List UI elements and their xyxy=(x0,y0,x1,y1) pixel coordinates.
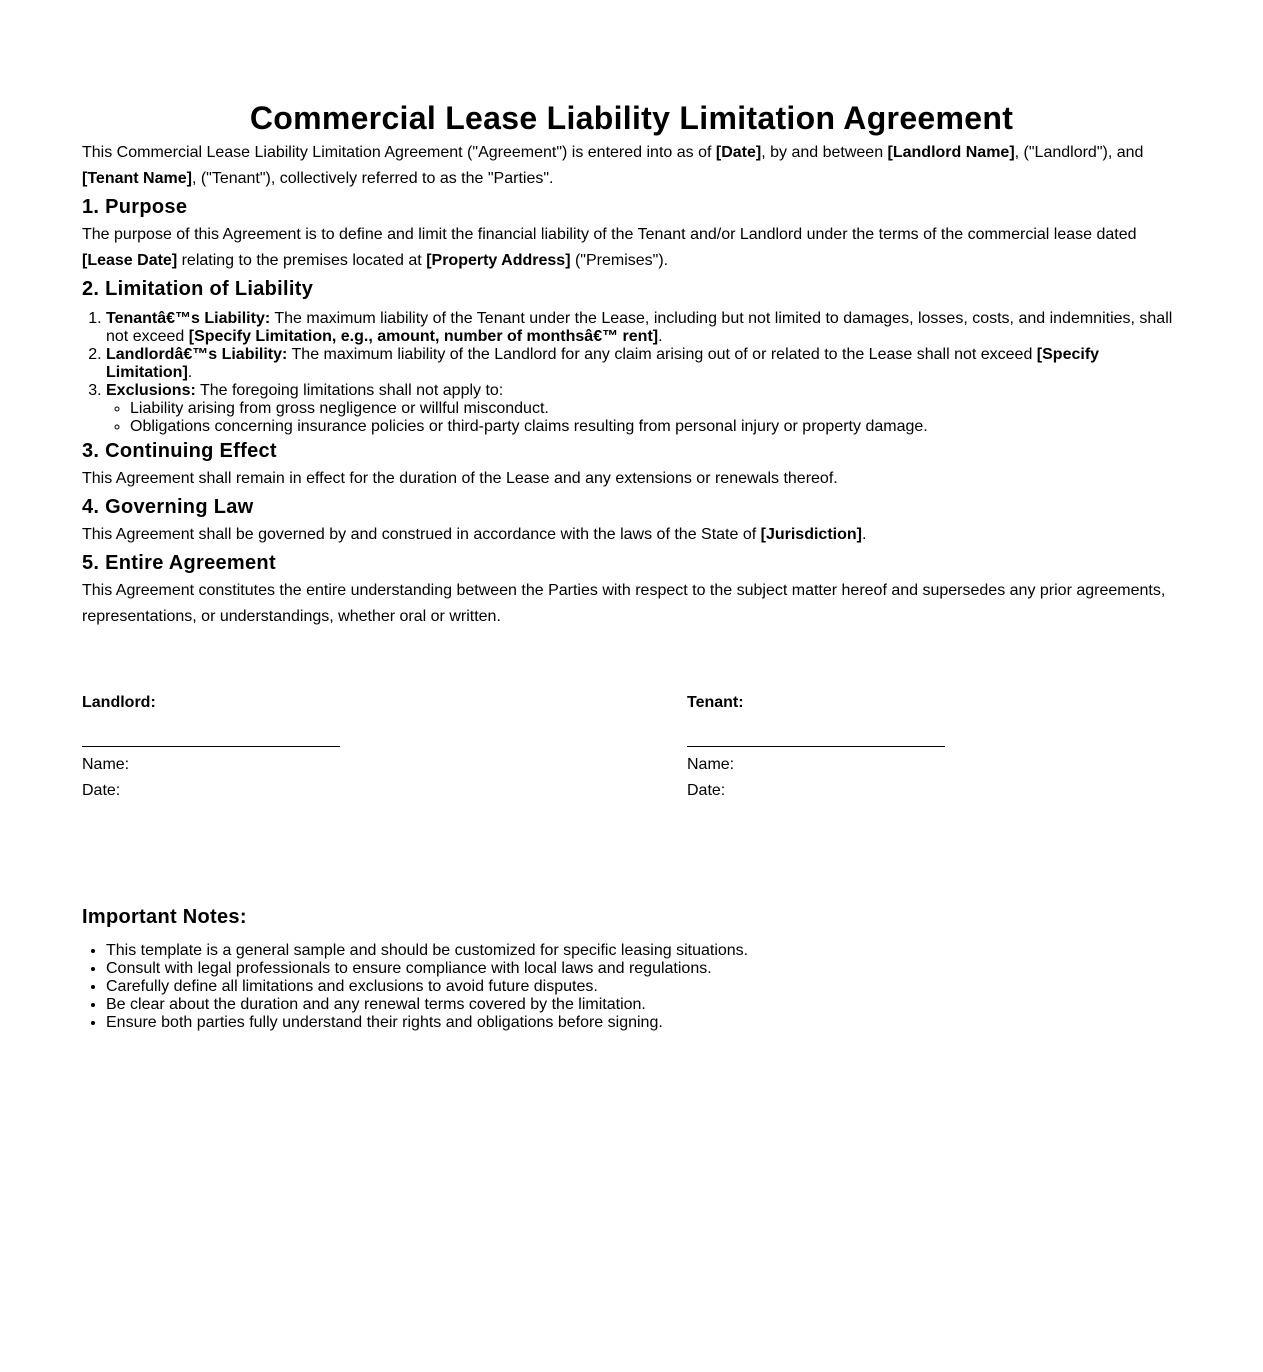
landlord-signature xyxy=(82,690,382,804)
governing-paragraph xyxy=(82,522,1181,548)
list-item: ◦ Obligations concerning insurance policies or third-party claims resulting from personal injury or property damage. xyxy=(130,418,1181,436)
purpose-paragraph xyxy=(82,222,1181,274)
tenant-date-field: Date: xyxy=(687,782,726,799)
list-item: • Consult with legal professionals to ensure compliance with local laws and regulations. xyxy=(106,960,1181,978)
tenant-signature-line xyxy=(687,746,945,747)
notes-list xyxy=(82,942,1181,1032)
intro-text-2: , by and between xyxy=(761,144,888,161)
section-heading-entire: 5. Entire Agreement xyxy=(82,552,276,574)
tenant-signature xyxy=(687,690,987,804)
list-item-tenant-liability xyxy=(106,310,1181,346)
exclusions-text: The foregoing limitations shall not apply to: xyxy=(195,382,504,399)
tenant-name-placeholder: [Tenant Name] xyxy=(82,170,192,187)
governing-text-2: . xyxy=(861,526,867,543)
list-item: • Ensure both parties fully understand their rights and obligations before signing. xyxy=(106,1014,1181,1032)
list-item: • This template is a general sample and should be customized for specific leasing situations. xyxy=(106,942,1181,960)
date-placeholder: [Date] xyxy=(715,144,762,161)
tenant-liability-end: . xyxy=(658,328,663,345)
notes-heading: Important Notes: xyxy=(82,906,247,928)
document-title: Commercial Lease Liability Limitation Agreement xyxy=(249,100,1014,136)
exclusions-sublist xyxy=(106,400,1181,436)
exclusions-label: Exclusions: xyxy=(106,382,196,399)
section-heading-governing: 4. Governing Law xyxy=(82,496,254,518)
purpose-text-2: relating to the premises located at xyxy=(177,252,427,269)
landlord-liability-text: The maximum liability of the Landlord for any claim arising out of or related to the Lease shall not exceed xyxy=(287,346,1037,363)
list-item-exclusions xyxy=(106,382,1181,436)
landlord-label: Landlord: xyxy=(82,694,156,711)
landlord-signature-line xyxy=(82,746,340,747)
jurisdiction-placeholder: [Jurisdiction] xyxy=(760,526,862,543)
intro-text-1: This Commercial Lease Liability Limitation Agreement ("Agreement") is entered into as of xyxy=(82,144,716,161)
governing-text-1: This Agreement shall be governed by and construed in accordance with the laws of the State of xyxy=(82,526,761,543)
tenant-liability-label: Tenantâ€™s Liability: xyxy=(106,310,271,327)
intro-paragraph xyxy=(82,140,1181,192)
landlord-name-placeholder: [Landlord Name] xyxy=(887,144,1015,161)
landlord-liability-end: . xyxy=(187,364,193,381)
tenant-name-field: Name: xyxy=(687,756,735,773)
lease-date-placeholder: [Lease Date] xyxy=(82,252,178,269)
tenant-label: Tenant: xyxy=(687,694,744,711)
intro-text-4: , ("Tenant"), collectively referred to as the "Parties". xyxy=(191,170,554,187)
landlord-liability-label: Landlordâ€™s Liability: xyxy=(106,346,288,363)
section-heading-limitation: 2. Limitation of Liability xyxy=(82,278,314,300)
entire-paragraph: This Agreement constitutes the entire understanding between the Parties with respect to the subject matter hereof and supersedes any prior agreements, representations, or understandings, whether oral or written. xyxy=(82,582,1166,625)
continuing-paragraph: This Agreement shall remain in effect for the duration of the Lease and any extensions or renewals thereof. xyxy=(82,470,838,487)
intro-text-3: , ("Landlord"), and xyxy=(1014,144,1144,161)
list-item: • Be clear about the duration and any renewal terms covered by the limitation. xyxy=(106,996,1181,1014)
tenant-liability-text: The maximum liability of the Tenant under the Lease, including but not limited to damages, losses, costs, and indemnities, shall not exceed xyxy=(106,310,1173,345)
property-address-placeholder: [Property Address] xyxy=(426,252,571,269)
landlord-name-field: Name: xyxy=(82,756,130,773)
list-item: ◦ Liability arising from gross negligence or willful misconduct. xyxy=(130,400,1181,418)
list-item-landlord-liability xyxy=(106,346,1181,382)
liability-list xyxy=(82,310,1181,436)
section-heading-purpose: 1. Purpose xyxy=(82,196,188,218)
landlord-limitation-placeholder: [Specify Limitation] xyxy=(106,346,1100,381)
tenant-limitation-placeholder: [Specify Limitation, e.g., amount, number of monthsâ€™ rent] xyxy=(188,328,659,345)
list-item: • Carefully define all limitations and exclusions to avoid future disputes. xyxy=(106,978,1181,996)
landlord-date-field: Date: xyxy=(82,782,121,799)
signature-block xyxy=(82,690,1181,820)
section-heading-continuing: 3. Continuing Effect xyxy=(82,440,277,462)
purpose-text-3: ("Premises"). xyxy=(570,252,669,269)
purpose-text-1: The purpose of this Agreement is to define and limit the financial liability of the Tenant and/or Landlord under the terms of the commercial lease dated xyxy=(82,226,1137,243)
